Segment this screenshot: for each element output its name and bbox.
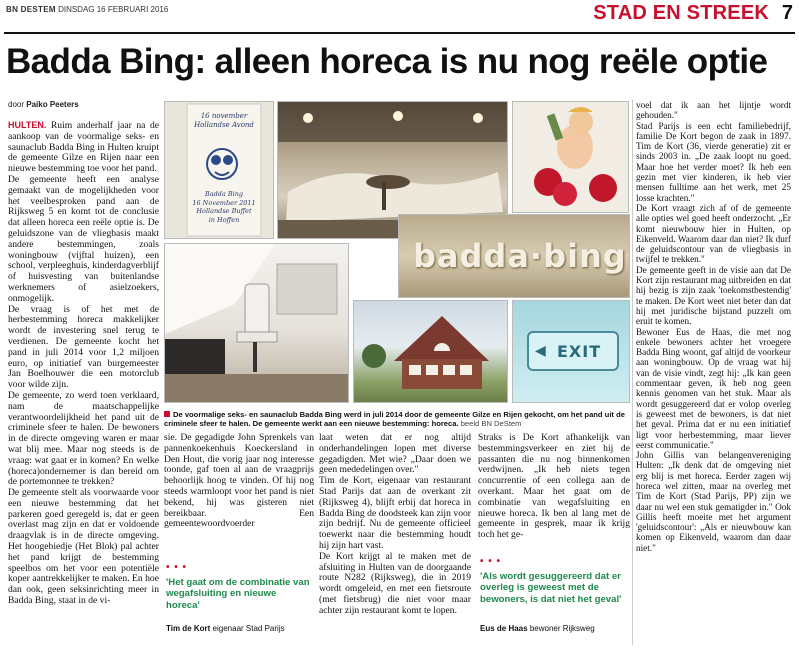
exit-sign-text: EXIT (557, 342, 602, 361)
pull-quote-author-1 (166, 624, 314, 633)
article-column-1 (8, 120, 159, 607)
article-column-4 (478, 433, 630, 541)
issue-date: DINSDAG 16 FEBRUARI 2016 (58, 5, 169, 14)
article-paragraph: Bewoner Eus de Haas, die met nog enkele bewoners achter het vroegere Badda Bing woont, gaf altijd de voorkeur aan woningbouw. Op de vraag wat hij van de visie vindt, zegt hij: „Ik kan geen commentaar geven, ik heb nog geen kennis genomen van het stuk. Maar als wordt gesuggereerd dat er volop overleg is geweest met de bewoners, is dat niet het geval. Prima dat er nu een initiatief ligt voor herbestemming, maar liever eerst communicatie." (636, 326, 791, 450)
pull-quote-text: 'Als wordt gesuggereerd dat er overleg is geweest met de bewoners, is dat niet het geval' (480, 570, 622, 605)
section-title: STAD EN STREEK (593, 2, 769, 24)
article-paragraph: De gemeente stelt als voorwaarde voor een nieuwe bestemming dat het parkeren goed geregeld is, dat er geen overlast mag zijn en dat er voldoende draagvlak is in de directe omgeving. Het hoogebiedje (Het Blok) pal achter het pand krijgt de bestemming speelbos om het voor een potentiële koper aantrekkelijker te maken. En hoe dan ook, geen seksinrichting meer in Badda Bing, staat in de vi- (8, 487, 159, 607)
byline (8, 100, 79, 109)
quote-dots: • • • (480, 556, 502, 567)
article-column-2 (164, 433, 314, 530)
headline: Badda Bing: alleen horeca is nu nog reële optie (6, 42, 768, 81)
article-paragraph: voel dat ik aan het lijntje wordt gehouden." (636, 100, 791, 121)
building-exterior-photo (353, 300, 508, 403)
dateline: HULTEN. (8, 120, 47, 130)
pull-quote-text: 'Het gaat om de combinatie van wegafsluiting en nieuwe horeca' (166, 576, 310, 611)
article-paragraph: De gemeente, zo werd toen verklaard, nam de maatschappelijke verantwoordelijkheid het pand uit de criminele sfeer te halen. De bewoners in de directe omgeving waren er maar wat blij mee. Maar nog steeds is de vraag: wat gaat er in komen? En welke (horeca)ondernemer is dan bereid om de portemonnee te trekken? (8, 389, 159, 488)
room-photo (164, 243, 349, 403)
exit-sign (527, 331, 619, 371)
byline-prefix: door (8, 100, 25, 109)
page-header (4, 2, 795, 32)
caption-text: De voormalige seks- en saunaclub Badda Bing werd in juli 2014 door de gemeente Gilze en Rijen gekocht, om het pand uit de criminele sfeer te halen. De gemeente werkt aan een nieuwe bestemming: horeca. (164, 410, 625, 429)
photo-credit: beeld BN DeStem (460, 419, 522, 429)
page-number: 7 (781, 2, 793, 24)
pull-quote-1 (166, 562, 311, 611)
quote-author-name: Eus de Haas (480, 624, 528, 633)
poster-photo (164, 101, 274, 239)
article-paragraph: De vraag is of het met de herbestemming horeca makkelijker wordt de investering snel terug te verdienen. De gemeente kocht het pand in juli 2014 voor 1,2 miljoen euro, op initiatief van burgemeester Jan Boelhouwer die een motorclub voor wilde zijn. (8, 303, 159, 391)
article-paragraph: John Gillis van belangenvereniging Hulten: „Ik denk dat de omgeving niet erg blij is met horeca. Eerder zagen wij horeca wel zitten, maar na overleg met Tim de Kort (Stad Parijs, PP) zijn we daar nu wel een stuk gematigder in." Ook Gillis heeft moeite met het argument 'geluidscontour': „Als er nieuwbouw kan komen op Eikenveld, waarom dan daar niet." (636, 450, 791, 553)
article-paragraph: HULTEN. Ruim anderhalf jaar na de aankoop van de voormalige seks- en saunaclub Badda Bing in Hulten kruipt de gemeente Gilze en Rijen naar een nieuwe bestemming toe voor het pand. (8, 120, 159, 175)
pull-quote-2 (480, 556, 630, 605)
poster-text-top: 16 november Hollandse Avond (194, 112, 254, 129)
exit-arrow-icon: ◀ (535, 343, 546, 359)
article-paragraph: De gemeente geeft in de visie aan dat De Kort zijn restaurant mag uitbreiden en dat hij bezig is zijn zaak 'toekomstbestendig' te maken. De Kort weet niet beter dan dat hij met juridische bijstand puzzelt om eruit te komen. (636, 264, 791, 327)
sign-photo (398, 214, 630, 298)
photo-caption (164, 410, 640, 429)
building-illustration (354, 301, 508, 403)
article-paragraph: De Kort krijgt al te maken met de afsluiting in Hulten van de doorgaande route N282 (Rijksweg), die in 2019 wordt omgeleid, en met een fietsroute (met fietsbrug) die niet voor maar achter zijn restaurant komt te lopen. (319, 550, 471, 616)
column-divider (632, 100, 633, 645)
article-paragraph: Tim de Kort, eigenaar van restaurant Stad Parijs dat aan de overkant zit (Rijksweg 4), blijft erbij dat horeca in Badda Bing de doodsteek kan zijn voor zijn bedrijf. Nu de gemeente officieel toewerkt naar die bestemming houdt hij zijn hart vast. (319, 475, 471, 551)
article-paragraph: Stad Parijs is een echt familiebedrijf, familie De Kort begon de zaak in 1897. Tim de Kort (36, vierde generatie) zit er sinds 2003 in. „De zaak loopt nu goed. Maar hoe het verder moet? Ik heb een gezin met vier kinderen, ik heb vier mensen fulltime aan het werk, met 25 losse krachten." (636, 120, 791, 203)
article-paragraph: Straks is De Kort afhankelijk van bestemmingsverkeer en ziet hij de passanten die nu nog binnenkomen verdwijnen. „Ik heb niets tegen concurrentie of een collega aan de overkant. Maar het gaat om de combinatie van wegafsluiting en nieuwe horeca. Ik ben al lang met de gemeente in gesprek, maar ik krijg toch het ge- (478, 432, 630, 541)
pull-quote-author-2 (480, 624, 630, 633)
article-paragraph: sie. De gegadigde John Sprenkels van pannenkoekenhuis Koeckersland in Den Hout, die vorig jaar nog interesse toonde, gaf toen al aan de vraagprijs behoorlijk hoog te vinden. Of hij nog steeds warmloopt voor het pand is niet bekend, hij was gisteren niet bereikbaar. Een gemeentewoordvoerder (164, 432, 314, 530)
sign-text: badda·bing (413, 237, 627, 275)
article-paragraph: De gemeente heeft een analyse gemaakt van de mogelijkheden voor het veelbesproken pand aan de Rijksweg 5 en komt tot de conclusie dat alleen horeca een reële optie is. De geluidszone van de vliegbasis maakt andere bestemmingen, zoals woningbouw (vijftal huizen), een school, verpleeghuis, kinderdagverblijf of huisvesting van buitenlandse werknemers of asielzoekers, onmogelijk. (8, 173, 159, 304)
exit-sign-photo (512, 300, 630, 403)
quote-author-role: bewoner Rijksweg (529, 624, 595, 633)
cupid-decoration-photo (512, 101, 629, 213)
newspaper-name: BN DESTEM (6, 5, 56, 14)
article-column-3 (319, 433, 471, 617)
poster-text-bottom: Badda Bing 16 November 2011 Hollandse Buffet in Hoffen (192, 190, 256, 224)
caption-marker-icon (164, 411, 170, 417)
cupid-illustration (513, 102, 629, 213)
article-paragraph: laat weten dat er nog altijd onderhandelingen lopen met diverse gegadigden. Met wie? „Daar doen we geen mededelingen over." (319, 432, 471, 476)
quote-author-name: Tim de Kort (166, 624, 211, 633)
room-illustration (165, 244, 349, 403)
quote-author-role: eigenaar Stad Parijs (212, 624, 285, 633)
article-column-5 (636, 100, 791, 553)
quote-dots: • • • (166, 562, 188, 573)
header-rule (4, 32, 795, 34)
article-paragraph: De Kort vraagt zich af of de gemeente alle opties wel goed heeft onderzocht. „Er komt nieuwbouw hier in Hulten, op Eikenveld. Waarom daar dan niet? Ik durf de geluidscontour van de vliegbasis in twijfel te trekken." (636, 202, 791, 265)
byline-author: Paiko Peeters (26, 100, 79, 109)
masthead (6, 5, 168, 14)
